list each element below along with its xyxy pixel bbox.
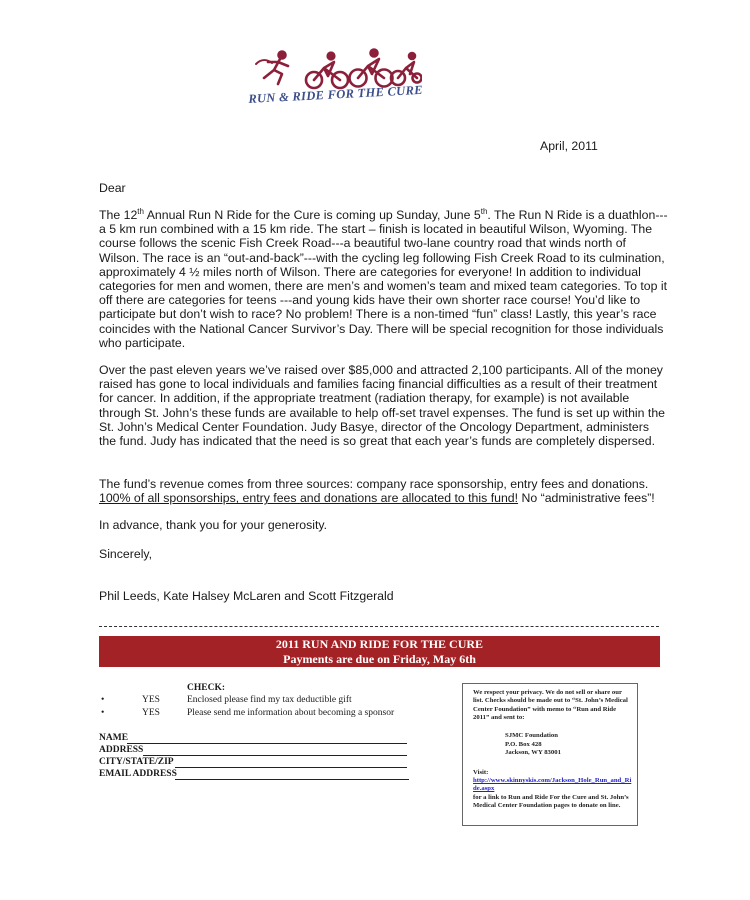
paragraph-fundraising-history: Over the past eleven years we’ve raised over $85,000 and attracted 2,100 participants. All of the money raised has gone to local individuals and families facing financial difficulties as a result of their treatment for cancer. In addition, if the appropriate treatment (radiation therapy, for example) is not available through St. John’s these funds are available to help off-set travel expenses. The fund is set up within the St. John’s Medical Center Foundation. Judy Basye, director of the Oncology Department, administers the fund. Judy has indicated that the need is so great that each year’s funds are completely dispersed.: [99, 363, 666, 449]
privacy-note: We respect your privacy. We do not sell or share our list. Checks should be made out to “St. John’s Medical Center Foundation” with memo to “Run and Ride 2011” and sent to:: [473, 689, 628, 721]
signers: Phil Leeds, Kate Halsey McLaren and Scott Fitzgerald: [99, 589, 394, 603]
field-label: ADDRESS: [99, 745, 144, 755]
name-input-line[interactable]: [127, 743, 407, 744]
field-label: NAME: [99, 733, 129, 743]
visit-text: for a link to Run and Ride For the Cure and St. John’s Medical Center Foundation pages to donate on line.: [473, 794, 629, 810]
city-input-line[interactable]: [175, 767, 407, 768]
mailing-address: [505, 732, 561, 758]
option-sponsor-info[interactable]: [99, 708, 439, 721]
option-tax-deductible-gift[interactable]: [99, 695, 439, 708]
allocation-statement: 100% of all sponsorships, entry fees and donations are allocated to this fund!: [99, 491, 519, 506]
option-text: Enclosed please find my tax deductible gift: [187, 695, 352, 705]
banner-subtitle: Payments are due on Friday, May 6th: [283, 652, 476, 666]
yes-label[interactable]: YES: [142, 708, 160, 718]
paragraph-revenue: The fund’s revenue comes from three sources: company race sponsorship, entry fees and donations. 100% of all sponsorships, entry fees and donations are allocated to this fund! No “administrative fees”!: [99, 477, 655, 506]
address-line: Jackson, WY 83001: [505, 749, 561, 757]
field-label: CITY/STATE/ZIP: [99, 757, 174, 767]
email-input-line[interactable]: [175, 779, 409, 780]
address-input-line[interactable]: [143, 755, 407, 756]
paragraph-event-details: The 12th Annual Run N Ride for the Cure is coming up Sunday, June 5th. The Run N Ride is a duathlon---a 5 km run combined with a 15 km ride. The start – finish is located in beautiful Wilson, Wyoming. The course follows the scenic Fish Creek Road---a beautiful two-lane country road that winds north of Wilson. The race is an “out-and-back”---with the cycling leg following Fish Creek Road to its culmination, approximately 4 ½ miles north of Wilson. There are categories for everyone! In addition to individual categories for men and women, there are men’s and women’s team and mixed team categories. To top it off there are categories for teens ---and young kids have their own shorter race course! You’d like to participate but don’t wish to race? No problem! There is a non-timed “fun” class! Lastly, this year’s race coincides with the National Cancer Survivor’s Day. There will be special recognition for those individuals who participate.: [99, 206, 668, 350]
form-banner: [99, 636, 660, 667]
logo: [240, 48, 440, 123]
visit-label: Visit:: [473, 769, 489, 776]
closing: Sincerely,: [99, 547, 153, 561]
logo-text: RUN & RIDE FOR THE CURE: [248, 82, 424, 106]
field-label: EMAIL ADDRESS: [99, 769, 177, 779]
email-field[interactable]: [99, 769, 177, 781]
address-field[interactable]: [99, 745, 143, 757]
cut-line: [99, 626, 659, 627]
letter-date: April, 2011: [540, 139, 598, 153]
name-field[interactable]: [99, 733, 128, 745]
address-line: P.O. Box 428: [505, 740, 542, 748]
bullet: •: [101, 695, 105, 705]
yes-label[interactable]: YES: [142, 695, 160, 705]
website-link[interactable]: http://www.skinnyskis.com/Jackson_Hole_Run_and_Ride.aspx: [473, 777, 632, 793]
banner-title: 2011 RUN AND RIDE FOR THE CURE: [275, 637, 484, 651]
thanks-line: In advance, thank you for your generosity.: [99, 518, 328, 532]
bullet: •: [101, 708, 105, 718]
check-label: CHECK:: [187, 683, 225, 693]
option-text: Please send me information about becoming a sponsor: [187, 708, 395, 718]
greeting: Dear: [99, 181, 126, 195]
city-state-zip-field[interactable]: [99, 757, 174, 769]
address-line: SJMC Foundation: [505, 732, 558, 739]
donation-info-box: [462, 683, 638, 826]
